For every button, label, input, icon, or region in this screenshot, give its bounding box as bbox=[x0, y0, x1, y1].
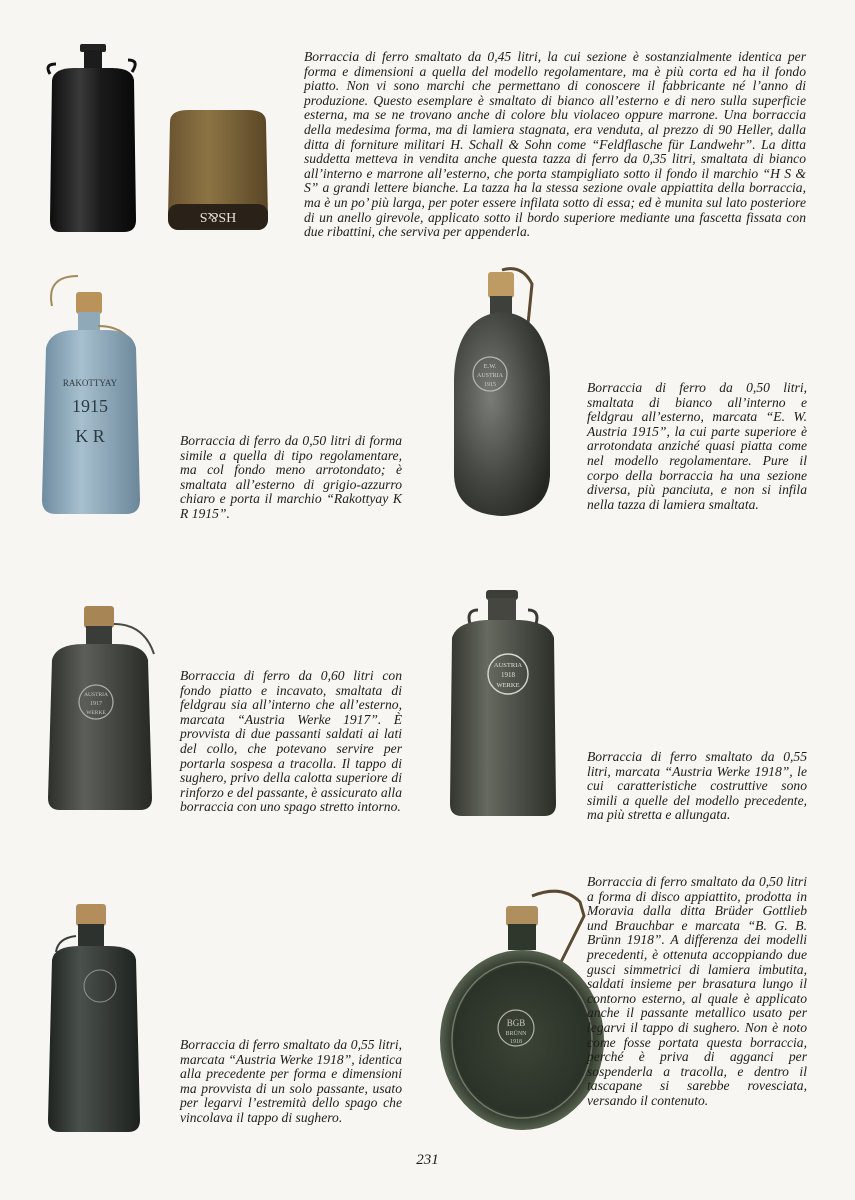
bgb-brunn: BRÜNN bbox=[505, 1031, 527, 1037]
ew-austria: AUSTRIA bbox=[476, 373, 504, 379]
caption-austria-werke-1918-canteen: Borraccia di ferro smaltato da 0,55 litri, marcata “Austria Werke 1918”, le cui caratteristiche costruttive sono simili a quelle del modello precedente, ma più stretta e allungata. bbox=[587, 749, 807, 823]
photo-single-passante-canteen bbox=[44, 902, 144, 1134]
aw1918-werke: WERKE bbox=[496, 682, 520, 689]
aw1918-austria: AUSTRIA bbox=[493, 662, 523, 669]
photo-black-canteen bbox=[44, 40, 140, 236]
aw1917-year: 1917 bbox=[90, 701, 102, 707]
caption-blue-canteen: Borraccia di ferro da 0,50 litri di forma simile a quella di tipo regolamentare, ma col fondo meno arrotondato; è smaltata all’esterno di grigio-azzurro chiaro e porta il marchio “Rakottyay K R 1915”. bbox=[180, 433, 402, 521]
aw1917-werke: WERKE bbox=[86, 710, 106, 716]
aw1918-year: 1918 bbox=[501, 671, 515, 679]
page-number: 231 bbox=[416, 1152, 439, 1168]
ew-year: 1915 bbox=[484, 382, 496, 388]
caption-austria-werke-1917-canteen: Borraccia di ferro da 0,60 litri con fondo piatto e incavato, smaltata di feldgrau sia all’interno che all’esterno, marcata “Austria Werke 1917”. È provvista di due passanti saldati ai lati del collo, che potevano servire per portarla sospesa a tracolla. Il tappo di sughero, privo della calotta superiore di rinforzo e del passante, è assicurato alla borraccia con uno spago stretto intorno. bbox=[180, 668, 402, 815]
bgb-marking: BGB bbox=[506, 1018, 526, 1028]
caption-single-passante-canteen: Borraccia di ferro smaltato da 0,55 litri, marcata “Austria Werke 1918”, identica alla precedente per forma e dimensioni ma provvista di un solo passante, usato per legarvi l’estremità dello spago che vincolava il tappo di sughero. bbox=[180, 1037, 402, 1125]
bgb-year: 1918 bbox=[510, 1039, 522, 1045]
caption-bgb-disc-canteen: Borraccia di ferro smaltato da 0,50 litri a forma di disco appiattito, prodotta in Moravia dalla ditta Brüder Gottlieb und Brauchbar e marcata “B. G. B. Brünn 1918”. A differenza dei modelli precedenti, è ottenuta accoppiando due gusci simmetrici di lamiera imbutita, saldati insieme per brasatura lungo il contorno esterno, al quale è applicato anche il passante metallico usato per legarvi il tappo di sughero. Non è noto come fosse portata questa borraccia, perché è priva di agganci per sospenderla a tracolla, e dentro il tascapane si sarebbe rovesciata, versando il contenuto. bbox=[587, 874, 807, 1108]
cup-marking: HS&S bbox=[199, 209, 237, 224]
photo-bgb-disc-canteen bbox=[436, 882, 608, 1134]
photo-feldgrau-rounded-canteen bbox=[448, 262, 556, 520]
rakottyay-year: 1915 bbox=[72, 396, 108, 416]
photo-austria-werke-1917-canteen bbox=[44, 602, 160, 812]
rakottyay-marking: RAKOTTYAY bbox=[62, 378, 118, 388]
ew-marking: E.W. bbox=[483, 363, 497, 370]
rakottyay-kr: K R bbox=[75, 426, 105, 446]
caption-feldgrau-rounded-canteen: Borraccia di ferro da 0,50 litri, smaltata di bianco all’interno e feldgrau all’esterno, marcata “E. W. Austria 1915”, la cui parte superiore è arrotondata anziché quasi piatta come nel modello regolamentare. Pure il corpo della borraccia ha una sezione diversa, più panciuta, e non si infila nella tazza di lamiera smaltata. bbox=[587, 380, 807, 512]
photo-blue-canteen bbox=[36, 270, 146, 518]
photo-austria-werke-1918-canteen bbox=[446, 588, 560, 818]
photo-brown-cup bbox=[164, 108, 272, 232]
caption-black-canteen-and-cup: Borraccia di ferro smaltato da 0,45 litri, la cui sezione è sostanzialmente identica per forma e dimensioni a quella del modello regolamentare, ma è più corta ed ha il fondo piatto. Non vi sono marchi che permettano di conoscere il fabbricante né l’anno di produzione. Questo esemplare è smaltato di bianco all’esterno e di nero sulla superficie esterna, ma se ne trovano anche di colore blu violaceo oppure marrone. Una borraccia della medesima forma, ma di lamiera stagnata, era venduta, al prezzo di 90 Heller, dalla ditta di forniture militari H. Schall & Sohn come “Feldflasche für Landwehr”. La ditta suddetta metteva in vendita anche questa tazza di ferro da 0,35 litri, smaltata di bianco all’interno e marrone all’esterno, che porta stampigliato sotto il fondo il marchio “H S & S” a grandi lettere bianche. La tazza ha la stessa sezione ovale appiattita della borraccia, ma è un po’ più larga, per poter essere infilata sotto di essa; ed è munita sul lato posteriore di un anello girevole, applicato sotto il bordo superiore mediante una fascetta fissata con due ribattini, che serviva per appenderla. bbox=[304, 49, 806, 240]
aw1917-austria: AUSTRIA bbox=[84, 692, 108, 698]
